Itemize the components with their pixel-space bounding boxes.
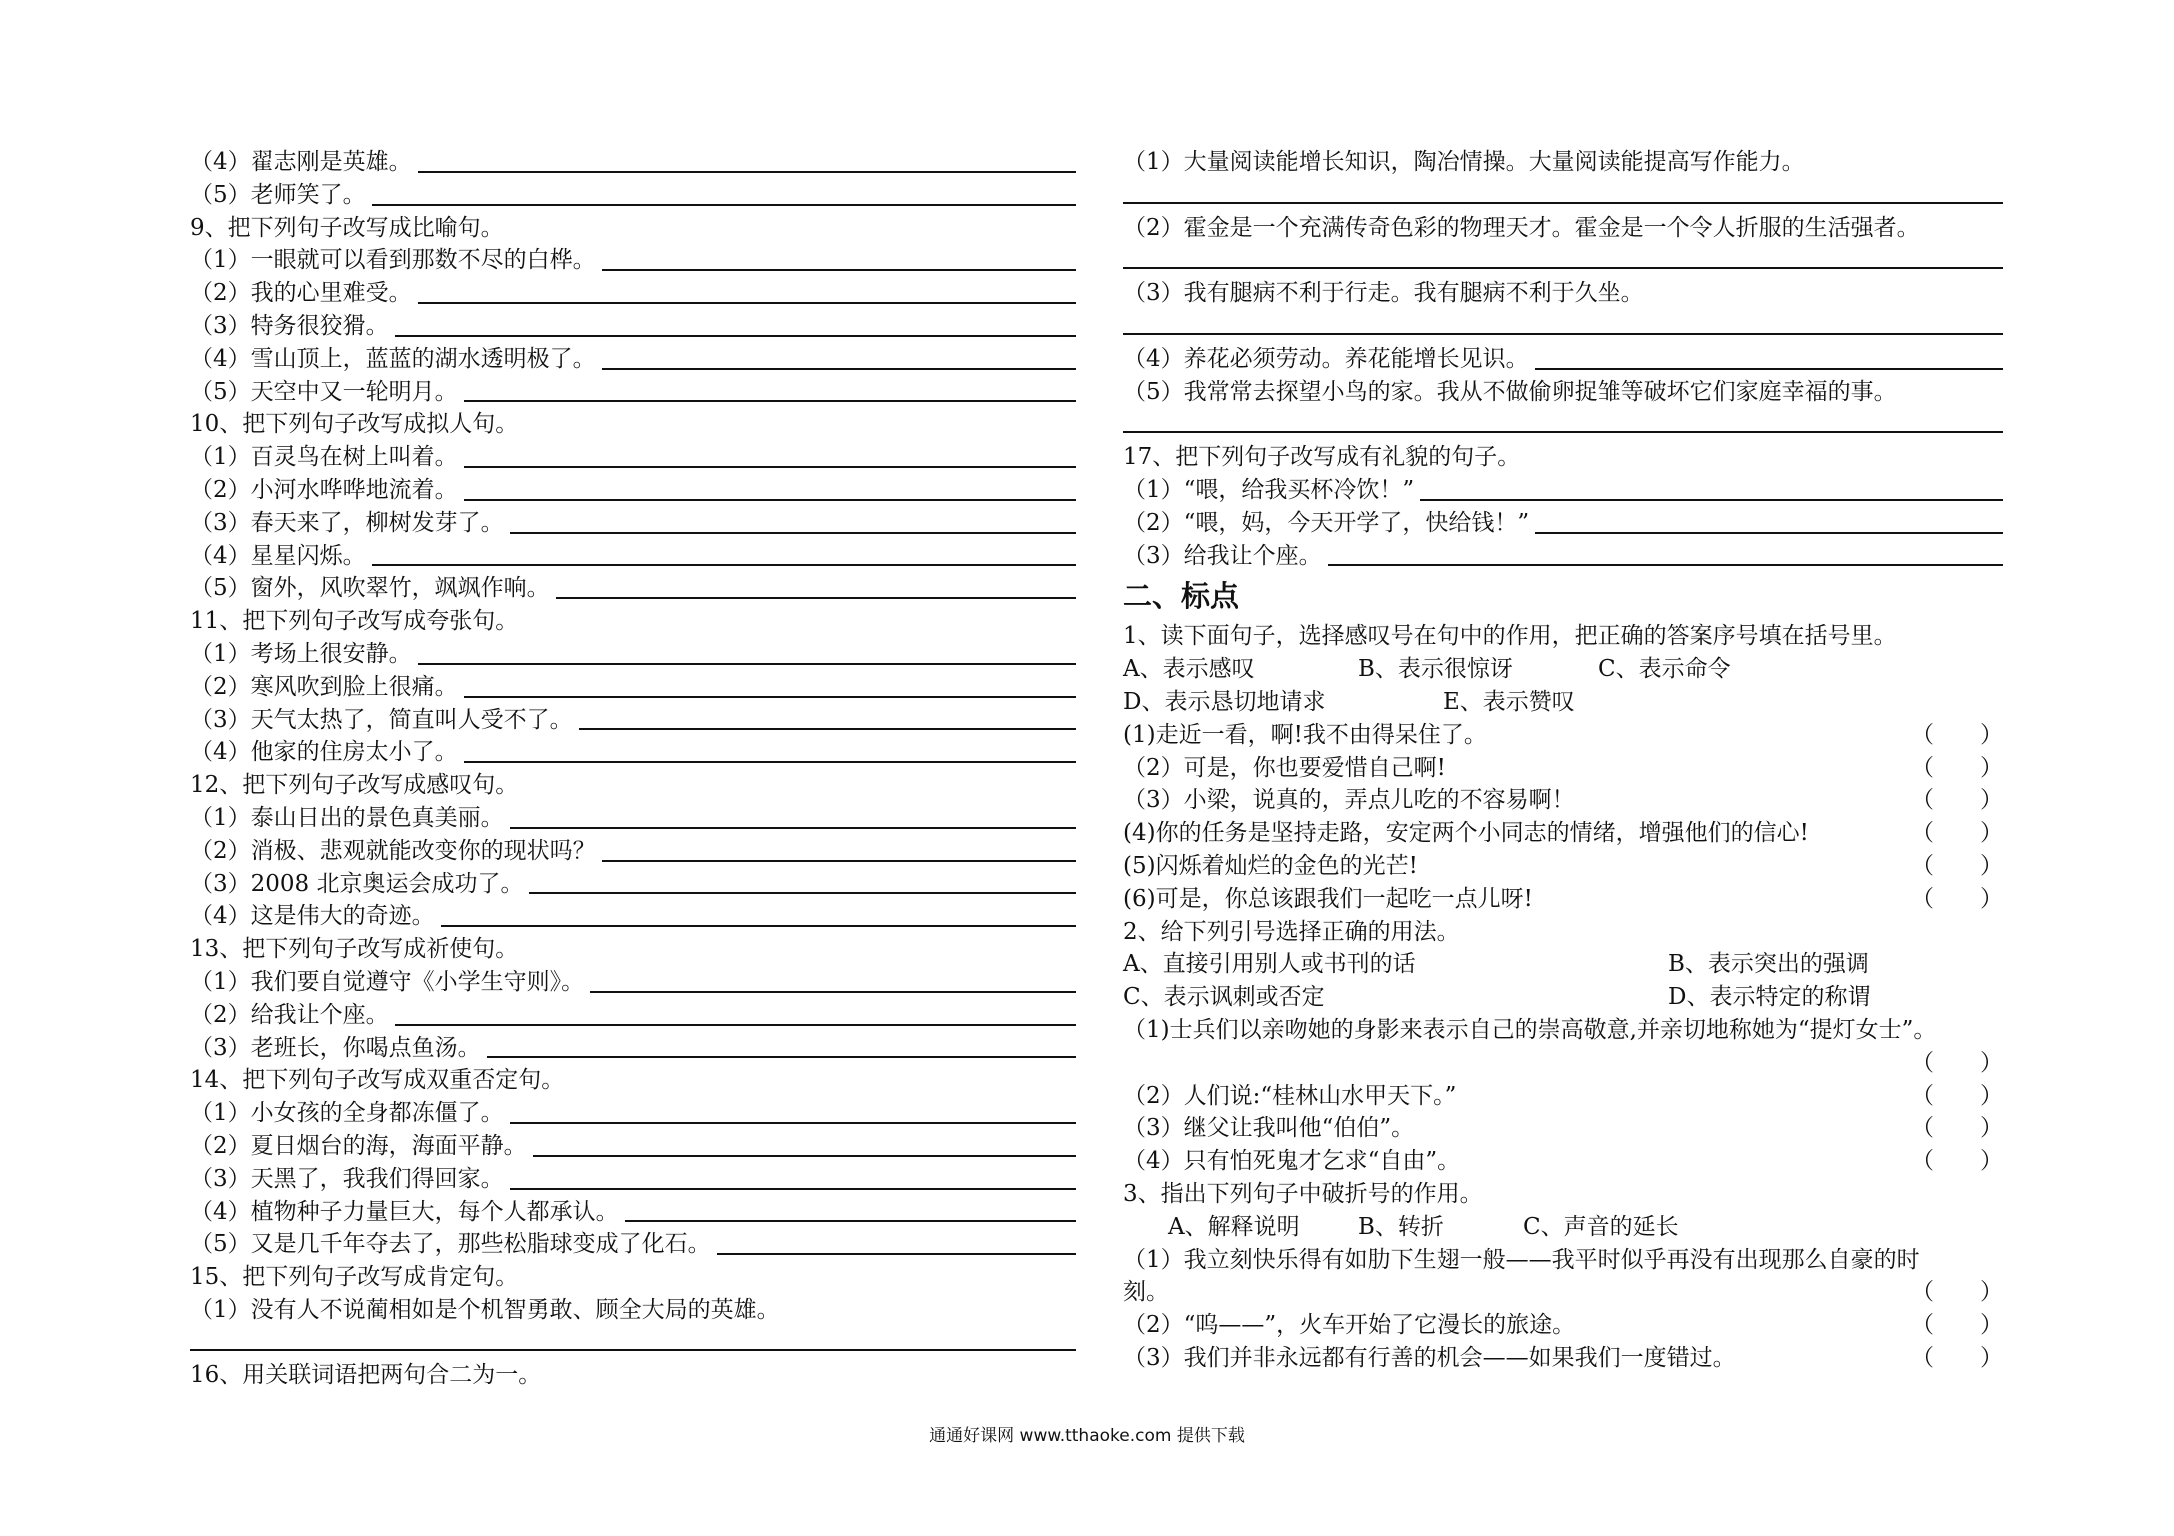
question-text: 14、把下列句子改写成双重否定句。 [190,1067,565,1094]
question-item [1123,1047,2003,1080]
question-text: 10、把下列句子改写成拟人句。 [190,411,519,438]
question-text: （3）天黑了，我我们得回家。 [190,1165,504,1192]
question-item [190,704,1076,737]
question-item [190,802,1076,835]
question-text: (1)走近一看，啊!我不由得呆住了。 [1123,721,1487,748]
answer-line[interactable] [602,368,1076,370]
question-heading [1123,146,2003,179]
answer-line[interactable] [510,532,1076,534]
question-text: 13、把下列句子改写成祈使句。 [190,936,519,963]
question-text: （2）可是，你也要爱惜自己啊! [1123,754,1446,781]
question-item [190,474,1076,507]
option-text: C、声音的延长 [1523,1213,1679,1240]
left-column [190,146,1076,1392]
option-row [1123,653,2003,686]
option-text: C、表示讽刺或否定 [1123,984,1325,1011]
answer-line[interactable] [717,1253,1076,1255]
question-heading [190,1064,1076,1097]
question-text: （2）消极、悲观就能改变你的现状吗？ [190,837,596,864]
option-row [1123,981,2003,1014]
question-item [1123,1080,2003,1113]
option-text: B、表示突出的强调 [1668,951,1869,978]
answer-parentheses[interactable]: （ ） [1911,1312,2003,1339]
answer-line[interactable] [464,499,1076,501]
question-text: （5）老师笑了。 [190,181,366,208]
question-text: （4）星星闪烁。 [190,542,366,569]
answer-line[interactable] [1123,179,2003,212]
question-item [190,1097,1076,1130]
answer-line[interactable] [533,1155,1076,1157]
question-item [190,1163,1076,1196]
question-text: （1）大量阅读能增长知识，陶冶情操。大量阅读能提高写作能力。 [1123,149,1805,175]
answer-line[interactable] [579,728,1076,730]
question-item [1123,1342,2003,1375]
question-heading [190,605,1076,638]
option-text: A、解释说明 [1168,1213,1300,1240]
answer-parentheses[interactable]: （ ） [1911,787,2003,814]
question-item [190,900,1076,933]
answer-parentheses[interactable]: （ ） [1911,1279,2003,1306]
question-text: 12、把下列句子改写成感叹句。 [190,772,519,799]
question-text: （2）我的心里难受。 [190,280,412,307]
answer-line[interactable] [418,302,1076,304]
answer-line[interactable] [372,204,1076,206]
answer-line[interactable] [464,761,1076,763]
question-heading [1123,376,2003,409]
question-heading [190,933,1076,966]
question-heading [190,212,1076,245]
question-heading [190,1359,1076,1392]
question-item [190,146,1076,179]
question-text: （3）天气太热了，简直叫人受不了。 [190,706,573,733]
answer-line[interactable] [395,1024,1076,1026]
answer-line[interactable] [510,1122,1076,1124]
question-heading [190,408,1076,441]
question-item [190,310,1076,343]
answer-line[interactable] [1535,532,2003,534]
question-text: （3）我们并非永远都有行善的机会——如果我们一度错过。 [1123,1344,1736,1371]
answer-line[interactable] [464,466,1076,468]
option-text: D、表示特定的称谓 [1668,984,1871,1011]
question-item [190,999,1076,1032]
question-heading [190,1294,1076,1327]
question-text: （3）小梁，说真的，弄点儿吃的不容易啊！ [1123,787,1575,814]
question-text: （3）我有腿病不利于行走。我有腿病不利于久坐。 [1123,280,1644,307]
answer-line[interactable] [1328,564,2003,566]
answer-line[interactable] [1123,408,2003,441]
question-text: (5)闪烁着灿烂的金色的光芒! [1123,852,1418,879]
question-text: 15、把下列句子改写成肯定句。 [190,1264,519,1291]
question-text: （5）天空中又一轮明月。 [190,378,458,405]
option-text: B、表示很惊讶 [1358,656,1513,683]
question-text: （4）他家的住房太小了。 [190,739,458,766]
answer-line[interactable] [464,400,1076,402]
answer-line[interactable] [418,171,1076,173]
question-heading [1123,212,2003,245]
answer-line[interactable] [487,1056,1076,1058]
question-text: （2）“呜——”，火车开始了它漫长的旅途。 [1123,1312,1576,1339]
question-item [190,966,1076,999]
question-item [1123,752,2003,785]
answer-parentheses[interactable]: （ ） [1911,1344,2003,1371]
answer-parentheses[interactable]: （ ） [1911,820,2003,847]
question-item [1123,1145,2003,1178]
question-text: 9、把下列句子改写成比喻句。 [190,214,504,241]
answer-line[interactable] [395,335,1076,337]
question-text: 17、把下列句子改写成有礼貌的句子。 [1123,444,1521,471]
question-item [190,343,1076,376]
answer-line[interactable] [602,860,1076,862]
question-item [190,540,1076,573]
option-text: A、直接引用别人或书刊的话 [1123,951,1416,978]
question-item [190,868,1076,901]
question-item [1123,784,2003,817]
option-text: E、表示赞叹 [1443,688,1575,715]
question-text: （1）没有人不说蔺相如是个机智勇敢、顾全大局的英雄。 [190,1296,780,1323]
question-item [1123,474,2003,507]
question-item [1123,540,2003,573]
question-text: （2）小河水哗哗地流着。 [190,476,458,503]
answer-parentheses[interactable]: （ ） [1911,1115,2003,1142]
option-text: D、表示恳切地请求 [1123,688,1326,715]
question-text: （5）窗外，风吹翠竹，飒飒作响。 [190,575,550,602]
question-item [190,1130,1076,1163]
question-text: 2、给下列引号选择正确的用法。 [1123,918,1460,945]
question-text: （4）翟志刚是英雄。 [190,149,412,175]
question-text: （5）又是几千年夺去了，那些松脂球变成了化石。 [190,1231,711,1258]
answer-parentheses[interactable]: （ ） [1911,885,2003,912]
question-item [190,376,1076,409]
question-item [1123,507,2003,540]
question-item [1123,817,2003,850]
question-text: （4）植物种子力量巨大，每个人都承认。 [190,1198,619,1225]
answer-line[interactable] [510,827,1076,829]
answer-line[interactable] [1123,310,2003,343]
question-text: （1）我立刻快乐得有如肋下生翅一般——我平时似乎再没有出现那么自豪的时 [1123,1246,1920,1273]
question-text: 16、用关联词语把两句合二为一。 [190,1362,542,1389]
question-text: （2）人们说:“桂林山水甲天下。” [1123,1082,1457,1109]
question-item [190,736,1076,769]
question-item [1123,1112,2003,1145]
question-text: （3）春天来了，柳树发芽了。 [190,509,504,536]
answer-line[interactable] [464,696,1076,698]
answer-line[interactable] [190,1327,1076,1360]
question-text: 刻。 [1123,1279,1169,1306]
question-item [190,277,1076,310]
answer-line[interactable] [418,663,1076,665]
question-item [1123,343,2003,376]
section-title: 二、标点 [1123,579,1240,614]
question-text: 1、读下面句子，选择感叹号在句中的作用，把正确的答案序号填在括号里。 [1123,623,1897,650]
answer-line[interactable] [1535,368,2003,370]
answer-parentheses[interactable]: （ ） [1911,852,2003,879]
question-heading [1123,620,2003,653]
question-item [190,1196,1076,1229]
question-item [190,507,1076,540]
question-text: 11、把下列句子改写成夸张句。 [190,608,519,635]
question-heading [1123,1014,2003,1047]
question-text: (6)可是，你总该跟我们一起吃一点儿呀! [1123,885,1533,912]
question-item [190,244,1076,277]
question-text: （1）泰山日出的景色真美丽。 [190,804,504,831]
question-text: （1）“喂，给我买杯冷饮！” [1123,476,1415,503]
question-text: （3）给我让个座。 [1123,542,1322,569]
question-heading [190,769,1076,802]
answer-parentheses[interactable]: （ ） [1911,1049,2003,1076]
question-item [190,1228,1076,1261]
question-text: （4）这是伟大的奇迹。 [190,903,435,930]
question-heading [1123,1244,2003,1277]
option-text: C、表示命令 [1598,656,1731,683]
answer-line[interactable] [1123,244,2003,277]
option-text: A、表示感叹 [1123,656,1255,683]
question-item [1123,719,2003,752]
answer-line[interactable] [510,1188,1076,1190]
question-item [190,671,1076,704]
question-text: (4)你的任务是坚持走路，安定两个小同志的情绪，增强他们的信心! [1123,820,1809,847]
answer-line[interactable] [1420,499,2003,501]
question-text: （3）2008 北京奥运会成功了。 [190,870,524,897]
question-text: （3）老班长，你喝点鱼汤。 [190,1034,481,1061]
option-row [1123,686,2003,719]
question-heading [1123,277,2003,310]
answer-line[interactable] [625,1220,1076,1222]
option-row [1123,1211,2003,1244]
question-item [190,638,1076,671]
answer-parentheses[interactable]: （ ） [1911,721,2003,748]
answer-parentheses[interactable]: （ ） [1911,1148,2003,1175]
question-text: （1)士兵们以亲吻她的身影来表示自己的崇高敬意,并亲切地称她为“提灯女士”。 [1123,1016,1937,1043]
question-text: （4）只有怕死鬼才乞求“自由”。 [1123,1148,1461,1175]
question-text: （1）考场上很安静。 [190,640,412,667]
question-text: （1）百灵鸟在树上叫着。 [190,444,458,471]
question-heading [1123,1178,2003,1211]
option-row [1123,948,2003,981]
question-text: （3）继父让我叫他“伯伯”。 [1123,1115,1415,1142]
right-column [1123,146,2003,1375]
question-text: （1）小女孩的全身都冻僵了。 [190,1100,504,1127]
answer-line[interactable] [602,269,1076,271]
question-item [190,1032,1076,1065]
answer-parentheses[interactable]: （ ） [1911,1082,2003,1109]
question-item [190,179,1076,212]
question-item [1123,1309,2003,1342]
question-text: （1）我们要自觉遵守《小学生守则》。 [190,968,585,995]
question-text: （5）我常常去探望小鸟的家。我从不做偷卵捉雏等破坏它们家庭幸福的事。 [1123,378,1897,405]
page-footer: 通通好课网 www.tthaoke.com 提供下载 [929,1426,1245,1446]
question-text: （1）一眼就可以看到那数不尽的白桦。 [190,247,596,274]
question-item [190,441,1076,474]
answer-line[interactable] [441,925,1076,927]
answer-line[interactable] [556,597,1076,599]
question-text: （2）“喂，妈，今天开学了，快给钱！” [1123,509,1530,536]
question-item [190,572,1076,605]
question-heading [1123,441,2003,474]
question-item [1123,883,2003,916]
answer-line[interactable] [590,991,1076,993]
question-item [1123,1276,2003,1309]
answer-line[interactable] [529,892,1076,894]
question-text: （3）特务很狡猾。 [190,312,389,339]
question-heading [1123,916,2003,949]
question-heading [190,1261,1076,1294]
question-text: （4）雪山顶上，蓝蓝的湖水透明极了。 [190,345,596,372]
question-text: （2）夏日烟台的海，海面平静。 [190,1132,527,1159]
answer-line[interactable] [372,564,1076,566]
question-text: （2）寒风吹到脸上很痛。 [190,673,458,700]
question-item [1123,850,2003,883]
answer-parentheses[interactable]: （ ） [1911,754,2003,781]
question-text: （4）养花必须劳动。养花能增长见识。 [1123,345,1529,372]
question-text: 3、指出下列句子中破折号的作用。 [1123,1180,1483,1207]
option-text: B、转折 [1358,1213,1444,1240]
question-item [190,835,1076,868]
question-text: （2）给我让个座。 [190,1001,389,1028]
question-text: （2）霍金是一个充满传奇色彩的物理天才。霍金是一个令人折服的生活强者。 [1123,214,1920,241]
